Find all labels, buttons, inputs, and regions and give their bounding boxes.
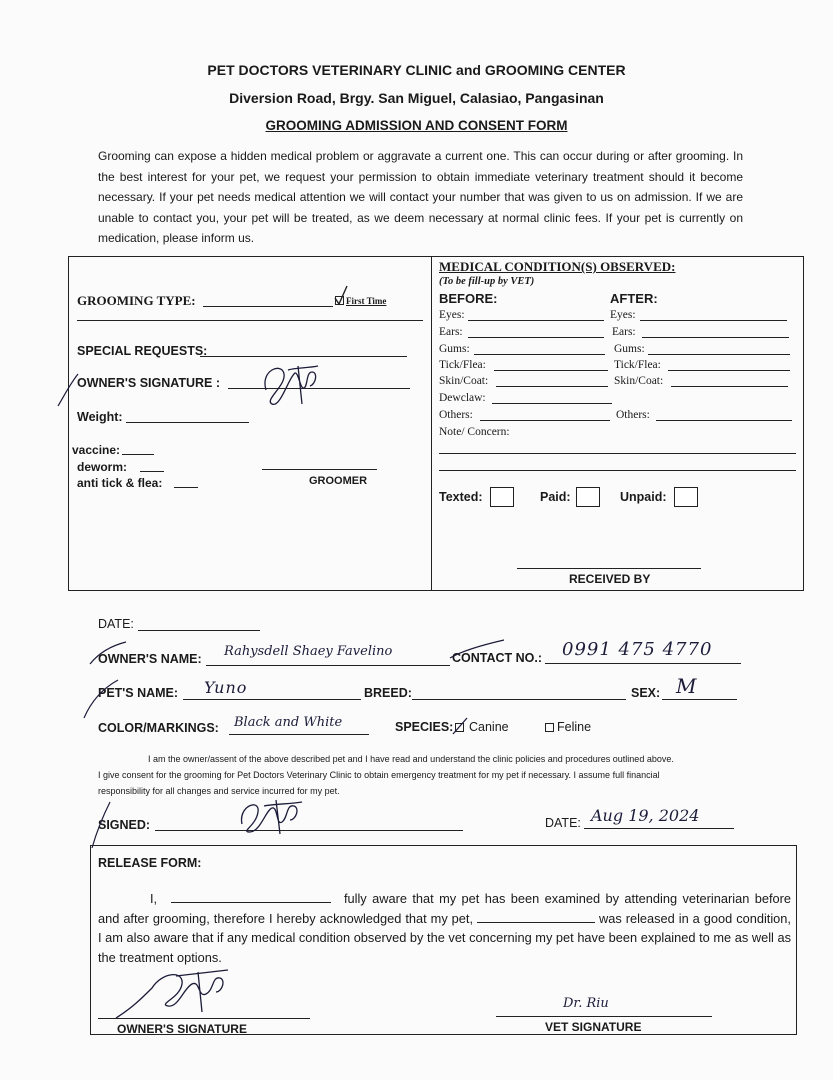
signed-label: SIGNED: <box>98 818 151 832</box>
unpaid-checkbox[interactable] <box>674 487 698 507</box>
breed-label: BREED: <box>364 686 412 700</box>
owner-name-tick-icon <box>88 640 128 668</box>
after-gums-line[interactable] <box>648 354 790 355</box>
pet-name-value[interactable]: Yuno <box>204 678 248 697</box>
note-line-1[interactable] <box>439 453 796 454</box>
consent-line-3: responsibility for all changes and service incurred for my pet. <box>98 786 340 796</box>
vet-signature-label: VET SIGNATURE <box>545 1020 642 1034</box>
consent-line-2: I give consent for the grooming for Pet Doctors Veterinary Clinic to obtain emergency treatment for my pet if necessary. I assume full financial <box>98 770 660 780</box>
paid-checkbox[interactable] <box>576 487 600 507</box>
after-ears-line[interactable] <box>642 337 789 338</box>
form-title: GROOMING ADMISSION AND CONSENT FORM <box>265 118 568 133</box>
release-text-2: was released in a good condition, I am also aware that if any medical condition observed by the vet concerning my pet have been explained to me as well as the treatment options. <box>98 910 791 965</box>
received-by-label: RECEIVED BY <box>569 572 651 586</box>
tick-mark-icon <box>56 370 80 410</box>
vet-signature-value[interactable]: Dr. Riu <box>563 996 609 1011</box>
sex-value[interactable]: M <box>676 674 697 698</box>
species-label: SPECIES: <box>395 720 454 734</box>
after-skin-coat-line[interactable] <box>671 386 788 387</box>
after-others-label: Others: <box>616 409 650 421</box>
before-gums-line[interactable] <box>474 354 605 355</box>
consent-line-1: I am the owner/assent of the above described pet and I have read and understand the clinic policies and procedures outlined above. <box>148 754 674 764</box>
release-owner-signature-label: OWNER'S SIGNATURE <box>117 1022 247 1036</box>
texted-checkbox[interactable] <box>490 487 514 507</box>
dewclaw-line[interactable] <box>492 403 612 404</box>
release-paragraph <box>98 889 791 967</box>
signed-signature-scribble-icon <box>236 798 306 838</box>
after-others-line[interactable] <box>656 420 792 421</box>
before-ears-line[interactable] <box>468 337 604 338</box>
before-tick-flea-label: Tick/Flea: <box>439 359 486 371</box>
feline-checkbox[interactable] <box>545 723 554 732</box>
consent-date-label: DATE: <box>545 816 581 830</box>
contact-line[interactable] <box>545 663 741 664</box>
panel-divider <box>431 256 432 591</box>
contact-label: CONTACT NO.: <box>452 651 543 665</box>
groomer-line[interactable] <box>262 469 377 470</box>
pet-name-line[interactable] <box>183 699 361 700</box>
before-gums-label: Gums: <box>439 343 470 355</box>
dewclaw-label: Dewclaw: <box>439 392 486 404</box>
owner-signature-label: OWNER'S SIGNATURE : <box>77 376 221 390</box>
before-skin-coat-label: Skin/Coat: <box>439 375 489 387</box>
after-ears-label: Ears: <box>612 326 636 338</box>
pet-name-tick-icon <box>80 678 120 720</box>
groomer-label: GROOMER <box>309 475 368 487</box>
before-label: BEFORE: <box>439 291 498 306</box>
before-others-line[interactable] <box>480 420 610 421</box>
release-name-line[interactable] <box>171 890 331 903</box>
canine-label: Canine <box>469 720 509 734</box>
grooming-type-extra-line[interactable] <box>77 320 423 321</box>
pet-name-label: PET'S NAME: <box>98 686 179 700</box>
first-time-label: First Time <box>346 296 387 306</box>
feline-label: Feline <box>557 720 592 734</box>
date-label: DATE: <box>98 617 134 631</box>
clinic-name: PET DOCTORS VETERINARY CLINIC and GROOMING CENTER <box>207 62 626 78</box>
contact-tick-icon <box>448 638 508 660</box>
before-skin-coat-line[interactable] <box>496 386 608 387</box>
anti-tick-label: anti tick & flea: <box>77 476 163 490</box>
clinic-address: Diversion Road, Brgy. San Miguel, Calasiao, Pangasinan <box>229 90 604 106</box>
after-skin-coat-label: Skin/Coat: <box>614 375 664 387</box>
breed-line[interactable] <box>412 699 626 700</box>
owner-name-line[interactable] <box>206 665 450 666</box>
owner-name-value[interactable]: Rahysdell Shaey Favelino <box>224 644 393 659</box>
special-requests-label: SPECIAL REQUESTS: <box>77 344 208 358</box>
release-text-i: I, <box>150 891 158 906</box>
color-line[interactable] <box>229 734 369 735</box>
release-text-1: fully aware that my pet has been examined by attending veterinarian before and after grooming, therefore I hereby acknowledged that my pet, <box>98 891 792 926</box>
before-eyes-line[interactable] <box>468 320 604 321</box>
canine-check-icon <box>451 716 469 736</box>
color-label: COLOR/MARKINGS: <box>98 721 219 735</box>
before-eyes-label: Eyes: <box>439 309 465 321</box>
owner-signature-scribble-icon <box>258 360 324 410</box>
before-others-label: Others: <box>439 409 473 421</box>
after-eyes-label: Eyes: <box>610 309 636 321</box>
release-pet-line[interactable] <box>477 910 595 923</box>
paid-label: Paid: <box>540 490 571 504</box>
grooming-type-label: GROOMING TYPE: <box>77 293 196 308</box>
after-eyes-line[interactable] <box>640 320 787 321</box>
after-tick-flea-label: Tick/Flea: <box>614 359 661 371</box>
vaccine-label: vaccine: <box>72 443 121 457</box>
consent-date-line[interactable] <box>584 828 734 829</box>
note-concern-label: Note/ Concern: <box>439 426 510 438</box>
deworm-line[interactable] <box>140 471 164 472</box>
sex-line[interactable] <box>662 699 737 700</box>
after-tick-flea-line[interactable] <box>668 370 790 371</box>
sex-label: SEX: <box>631 686 661 700</box>
release-owner-signature-scribble-icon <box>112 968 232 1022</box>
medical-subtitle: (To be fill-up by VET) <box>439 276 535 287</box>
color-value[interactable]: Black and White <box>234 715 343 730</box>
consent-date-value[interactable]: Aug 19, 2024 <box>591 806 700 825</box>
texted-label: Texted: <box>439 490 483 504</box>
consent-paragraph <box>98 751 746 799</box>
weight-label: Weight: <box>77 410 123 424</box>
deworm-label: deworm: <box>77 460 128 474</box>
weight-line[interactable] <box>126 422 249 423</box>
after-label: AFTER: <box>610 291 658 306</box>
note-line-2[interactable] <box>439 470 796 471</box>
unpaid-label: Unpaid: <box>620 490 667 504</box>
special-requests-line[interactable] <box>200 356 407 357</box>
before-tick-flea-line[interactable] <box>494 370 608 371</box>
contact-value[interactable]: 0991 475 4770 <box>562 639 713 660</box>
vaccine-line[interactable] <box>122 454 154 455</box>
after-gums-label: Gums: <box>614 343 645 355</box>
anti-tick-line[interactable] <box>174 487 198 488</box>
received-by-line[interactable] <box>517 568 701 569</box>
signed-line[interactable] <box>155 830 463 831</box>
signed-tick-icon <box>88 800 112 850</box>
vet-signature-line[interactable] <box>496 1016 712 1017</box>
medical-title: MEDICAL CONDITION(S) OBSERVED: <box>439 259 676 274</box>
date-line[interactable] <box>138 630 260 631</box>
owner-name-label: OWNER'S NAME: <box>98 652 202 666</box>
intro-paragraph: Grooming can expose a hidden medical problem or aggravate a current one. This can occur during or after grooming. In the best interest for your pet, we request your permission to obtain immediate veterinary treatment should it become necessary. If your pet needs medical attention we will contact your number that was given to us on admission. If we are unable to contact you, your pet will be treated, as we deem necessary at normal clinic fees. If your pet is currently on medication, please inform us. <box>98 149 743 245</box>
before-ears-label: Ears: <box>439 326 463 338</box>
grooming-type-line[interactable] <box>203 306 333 307</box>
release-title: RELEASE FORM: <box>98 856 202 870</box>
